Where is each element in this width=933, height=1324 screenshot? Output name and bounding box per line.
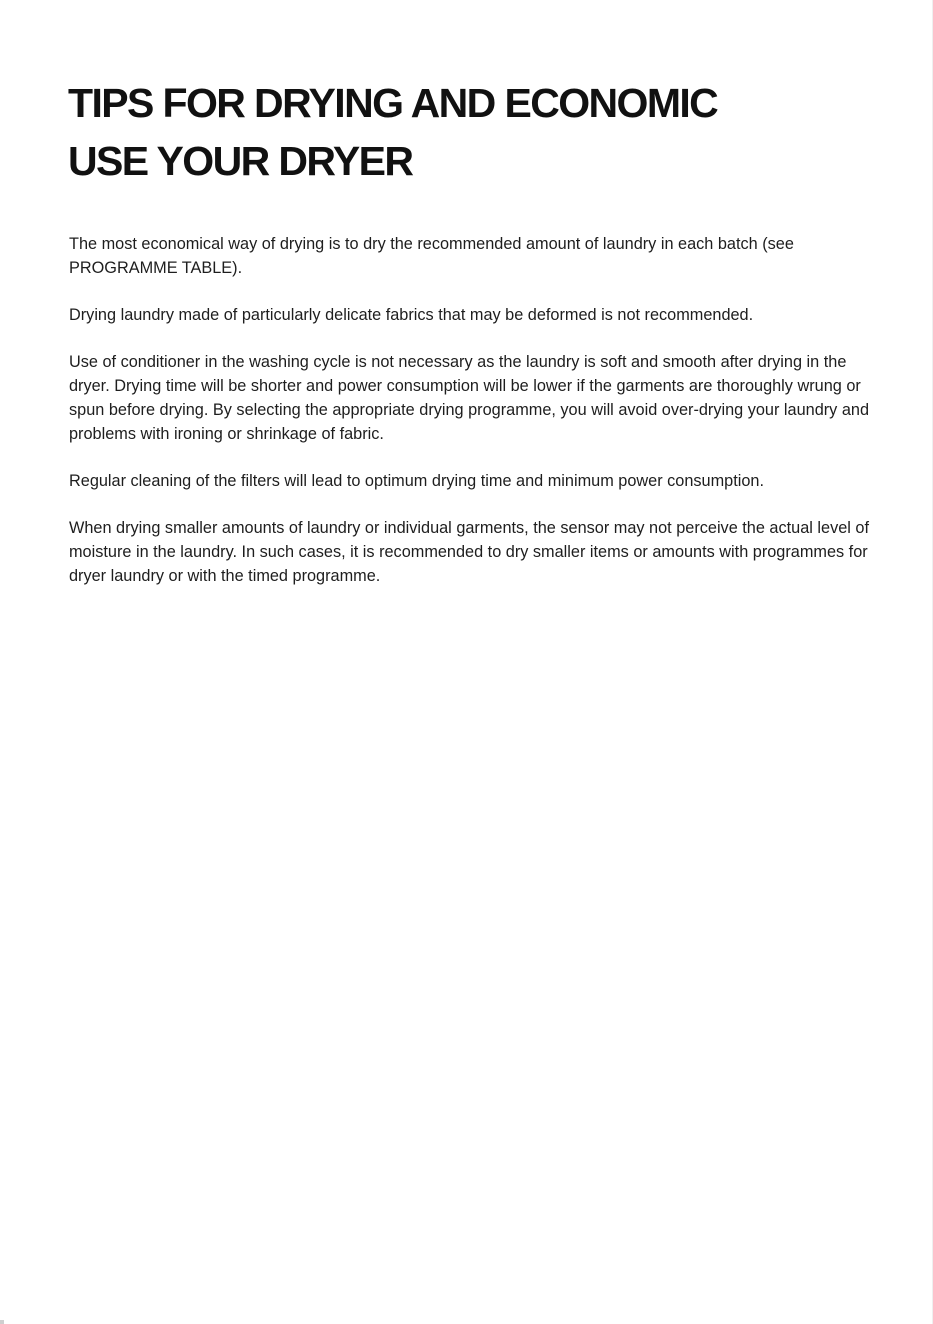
paragraph-delicate-fabrics: Drying laundry made of particularly delicate fabrics that may be deformed is not recommended. bbox=[69, 306, 754, 324]
paragraph-filter-cleaning: Regular cleaning of the filters will lead to optimum drying time and minimum power consumption. bbox=[69, 472, 764, 490]
title-line-1: TIPS FOR DRYING AND ECONOMIC bbox=[68, 80, 718, 126]
title-line-2: USE YOUR DRYER bbox=[68, 138, 413, 184]
page-title bbox=[68, 74, 888, 190]
paragraph-small-loads: When drying smaller amounts of laundry or individual garments, the sensor may not perceive the actual level of moisture in the laundry. In such cases, it is recommended to dry smaller items or amounts with programmes for dryer laundry or with the timed programme. bbox=[69, 519, 869, 585]
paragraph-conditioner: Use of conditioner in the washing cycle is not necessary as the laundry is soft and smooth after drying in the dryer. Drying time will be shorter and power consumption will be lower if the garments are thoroughly wrung or spun before drying. By selecting the appropriate drying programme, you will avoid over-drying your laundry and problems with ironing or shrinkage of fabric. bbox=[69, 353, 870, 443]
corner-mark bbox=[0, 1320, 4, 1324]
body-text bbox=[69, 232, 869, 611]
paragraph-recommended-amount: The most economical way of drying is to dry the recommended amount of laundry in each batch (see PROGRAMME TABLE). bbox=[69, 235, 794, 277]
